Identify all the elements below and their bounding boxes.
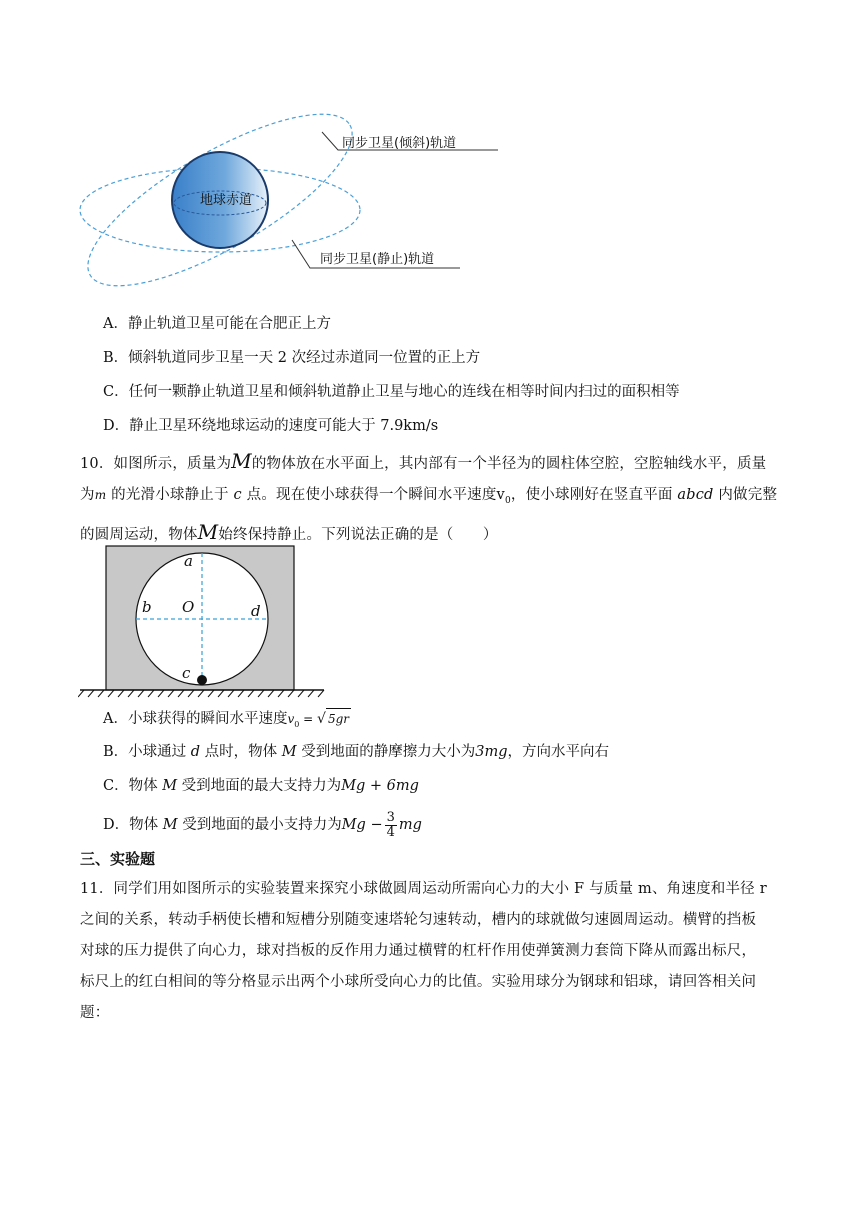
section-heading: 三、实验题 [80,850,156,868]
point-b: b [142,598,152,616]
inclined-orbit-label: 同步卫星(倾斜)轨道 [342,136,457,151]
q9-option-a: A．静止轨道卫星可能在合肥正上方 [103,316,331,332]
point-a: a [184,552,193,570]
static-orbit-label: 同步卫星(静止)轨道 [320,252,435,267]
point-O: O [182,598,195,616]
point-d: d [251,602,261,620]
q11-stem: 11．同学们用如图所示的实验装置来探究小球做圆周运动所需向心力的大小 F 与质量 m、角速度和半径 r 之间的关系，转动手柄使长槽和短槽分别随变速塔轮匀速转动，槽内的球就做匀速圆周运动。横臂的挡板 对球的压力提供了向心力，球对挡板的反作用力通过横臂的杠杆作用使弹簧测力套筒下降从而露出标尺， 标尺上的红白相间的等分格显示出两个小球所受向心力的比值。实验用球分为钢球和铝球，请回答相关问 题： [80,881,767,1021]
q9-option-d: D．静止卫星环绕地球运动的速度可能大于 7.9km/s [103,418,439,434]
q10-option-a: A．小球获得的瞬间水平速度$v_0$ = √ 5gr [103,708,351,735]
orbit-figure [70,100,510,305]
q10-option-b: B．小球通过 d 点时，物体 M 受到地面的静摩擦力大小为3mg，方向水平向右 [103,744,610,760]
ball [197,675,207,685]
q9-option-c: C．任何一颗静止轨道卫星和倾斜轨道静止卫星与地心的连线在相等时间内扫过的面积相等 [103,384,680,400]
q9-option-b: B．倾斜轨道同步卫星一天 2 次经过赤道同一位置的正上方 [103,350,481,366]
point-c: c [182,664,191,682]
q10-option-c: C．物体 M 受到地面的最大支持力为Mg + 6mg [103,778,419,794]
equator-label: 地球赤道 [200,193,253,208]
q10-stem: 10．如图所示，质量为M的物体放在水平面上，其内部有一个半径为的圆柱体空腔，空腔轴线水平，质量 为m 的光滑小球静止于 c 点。现在使小球获得一个瞬间水平速度$v_0$，使小球刚好在竖直平面 abcd 内做完整 的圆周运动，物体M始终保持静止。下列说法正确的是（ ） [80,449,778,544]
cavity-figure [78,540,328,702]
q10-option-d: D．物体 M 受到地面的最小支持力为Mg − $\frac{3}{4}$ mg [103,809,422,840]
